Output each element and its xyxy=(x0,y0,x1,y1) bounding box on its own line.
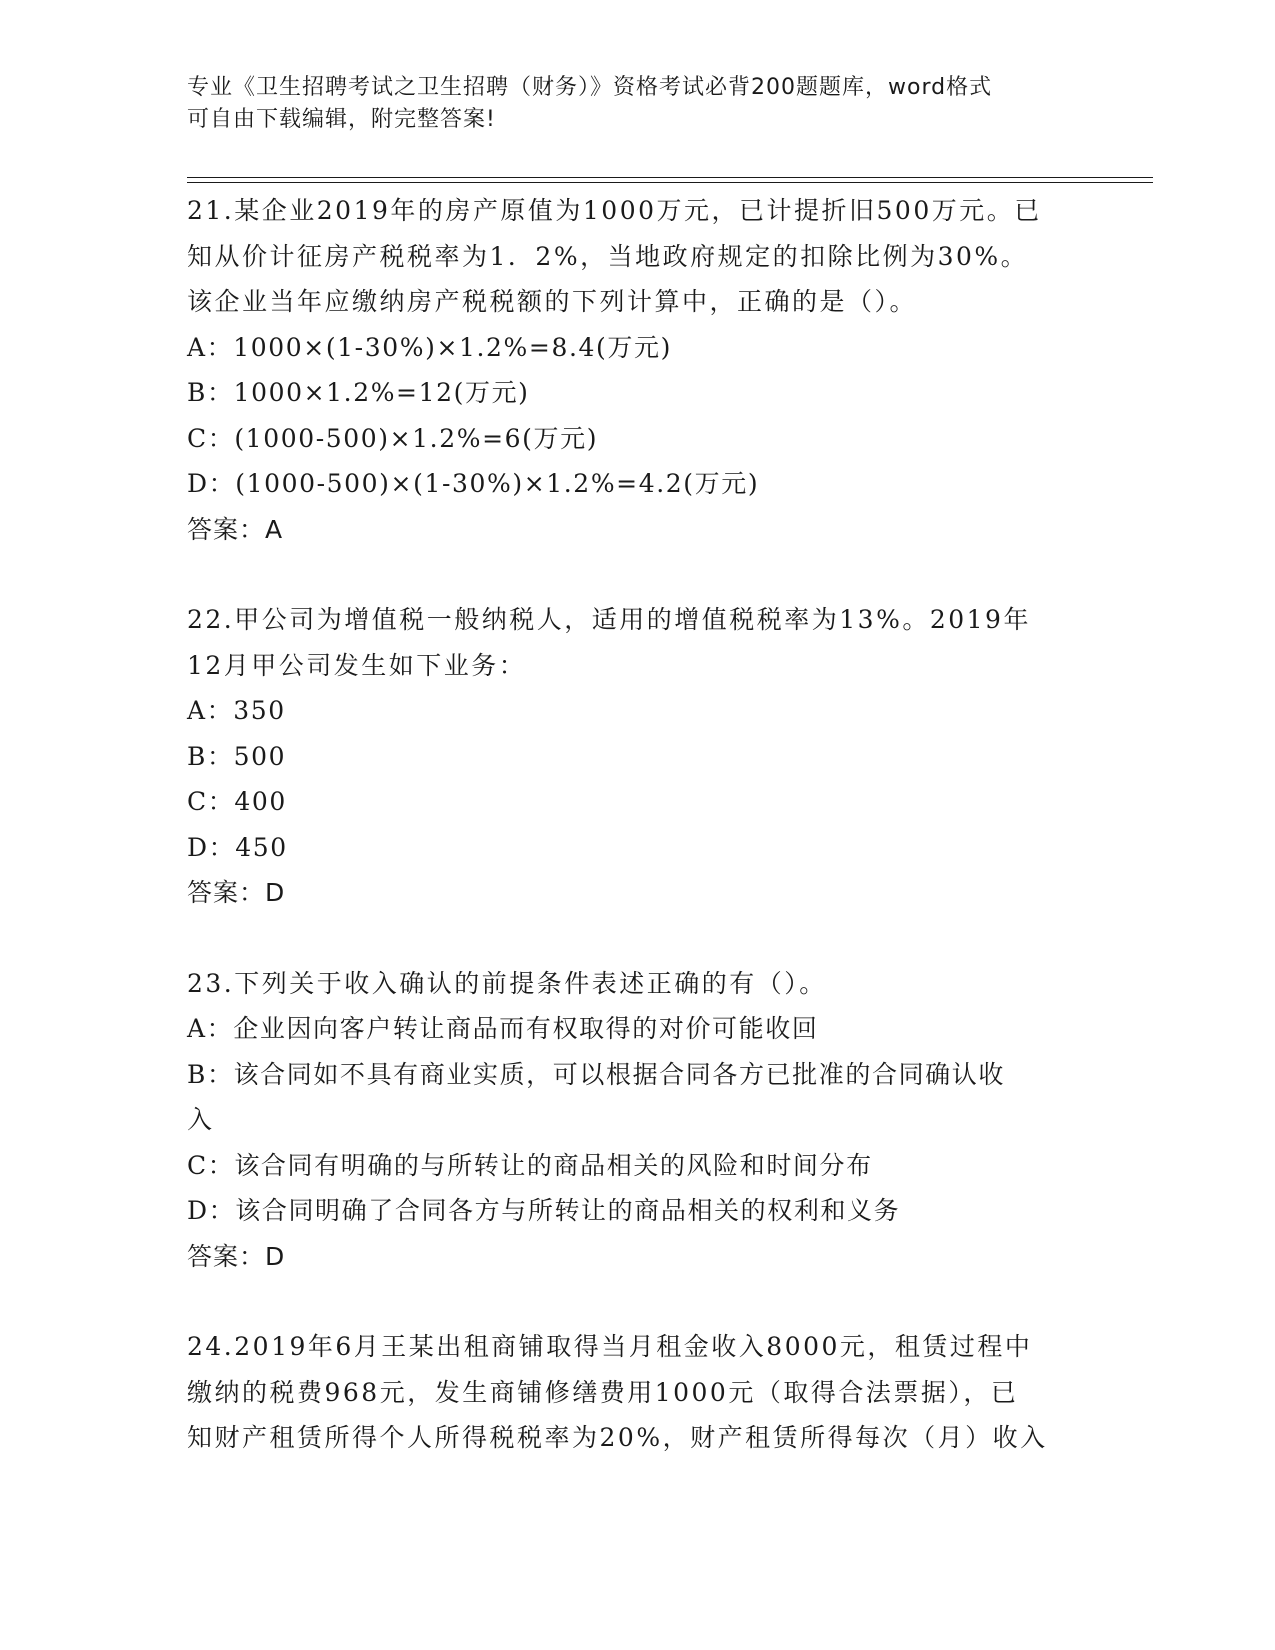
option-d: D：450 xyxy=(187,832,288,862)
header-line-1: 专业《卫生招聘考试之卫生招聘（财务）》资格考试必背200题题库，word格式 xyxy=(187,75,993,100)
option-b: B：该合同如不具有商业实质，可以根据合同各方已批准的合同确认收 xyxy=(187,1059,1005,1089)
question-23 xyxy=(187,961,1087,1280)
option-d: D：该合同明确了合同各方与所转让的商品相关的权利和义务 xyxy=(187,1196,901,1225)
option-b: B：500 xyxy=(187,741,287,771)
question-21 xyxy=(187,188,1087,552)
question-text-line: 23.下列关于收入确认的前提条件表述正确的有（）。 xyxy=(187,968,827,998)
question-text-line: 知从价计征房产税税率为1．2%，当地政府规定的扣除比例为30%。 xyxy=(187,241,1029,271)
option-a: A：企业因向客户转让商品而有权取得的对价可能收回 xyxy=(187,1014,819,1043)
question-text-line: 12月甲公司发生如下业务： xyxy=(187,650,527,680)
option-d: D：(1000-500)×(1-30%)×1.2%=4.2(万元) xyxy=(187,469,760,498)
option-c: C：400 xyxy=(187,787,287,816)
question-text-line: 知财产租赁所得个人所得税税率为20%，财产租赁所得每次（月）收入 xyxy=(187,1423,1048,1452)
question-text-line: 21.某企业2019年的房产原值为1000万元，已计提折旧500万元。已 xyxy=(187,196,1042,225)
answer-line: 答案：D xyxy=(187,1241,286,1271)
question-text-line: 缴纳的税费968元，发生商铺修缮费用1000元（取得合法票据），已 xyxy=(187,1377,1019,1407)
question-22 xyxy=(187,597,1087,916)
option-c: C：该合同有明确的与所转让的商品相关的风险和时间分布 xyxy=(187,1150,873,1180)
question-24 xyxy=(187,1324,1087,1461)
option-a: A：1000×(1-30%)×1.2%=8.4(万元) xyxy=(187,332,672,362)
option-b-continued: 入 xyxy=(187,1105,214,1134)
option-a: A：350 xyxy=(187,696,286,725)
question-text-line: 22.甲公司为增值税一般纳税人，适用的增值税税率为13%。2019年 xyxy=(187,605,1031,634)
header-rule-bottom xyxy=(187,182,1153,183)
answer-line: 答案：D xyxy=(187,878,286,907)
question-text-line: 24.2019年6月王某出租商铺取得当月租金收入8000元，租赁过程中 xyxy=(187,1332,1033,1361)
question-text-line: 该企业当年应缴纳房产税税额的下列计算中，正确的是（）。 xyxy=(187,287,918,316)
answer-line: 答案：A xyxy=(187,514,284,544)
header-rule-top xyxy=(187,177,1153,178)
option-b: B：1000×1.2%=12(万元) xyxy=(187,378,530,407)
document-header xyxy=(187,72,1067,136)
option-c: C：(1000-500)×1.2%=6(万元) xyxy=(187,423,599,453)
header-line-2: 可自由下载编辑，附完整答案! xyxy=(187,107,496,132)
question-list xyxy=(187,188,1087,1506)
